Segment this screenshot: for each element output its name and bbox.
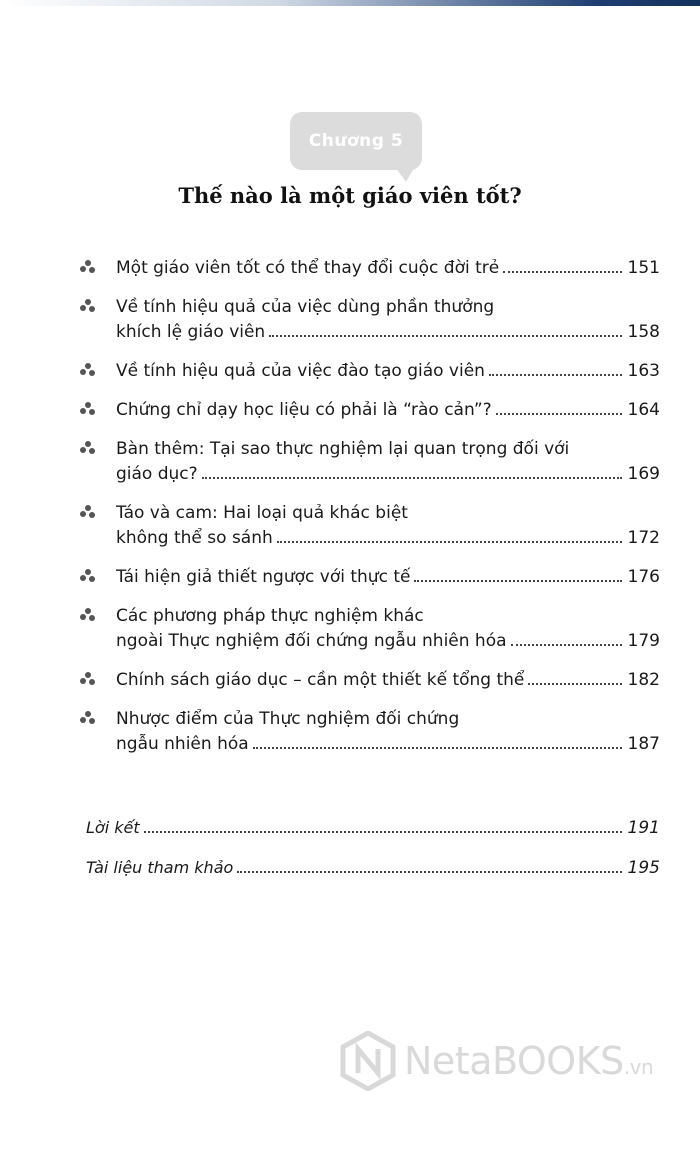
toc-page-number: 172 — [627, 528, 660, 548]
top-color-stripe — [0, 0, 700, 6]
dot-leader — [144, 831, 622, 833]
dot-leader — [496, 413, 622, 415]
toc-entry[interactable] — [78, 565, 660, 590]
watermark-brand: NetaBOOKS — [404, 1039, 624, 1083]
back-matter-page-number: 191 — [627, 818, 660, 838]
back-matter-entry[interactable] — [86, 856, 660, 880]
back-matter-label: Lời kết — [86, 818, 140, 837]
dot-leader — [511, 644, 622, 646]
toc-entry-text: Về tính hiệu quả của việc đào tạo giáo viên — [116, 361, 485, 381]
toc-entry[interactable] — [78, 604, 660, 654]
clover-bullet-icon — [80, 608, 96, 622]
clover-bullet-icon — [80, 711, 96, 725]
back-matter-list — [86, 816, 660, 896]
clover-bullet-icon — [80, 363, 96, 377]
clover-bullet-icon — [80, 260, 96, 274]
toc-entry[interactable] — [78, 398, 660, 423]
toc-entry-text: Các phương pháp thực nghiệm khác — [116, 606, 424, 626]
toc-page-number: 151 — [627, 258, 660, 278]
dot-leader — [489, 374, 622, 376]
netabooks-logo-icon — [340, 1031, 396, 1091]
toc-entry[interactable] — [78, 359, 660, 384]
dot-leader — [528, 683, 621, 685]
watermark-text — [404, 1039, 653, 1083]
toc-entry-text: không thể so sánh — [116, 528, 273, 548]
toc-entry-text: ngoài Thực nghiệm đối chứng ngẫu nhiên hóa — [116, 631, 507, 651]
clover-bullet-icon — [80, 672, 96, 686]
toc-entry[interactable] — [78, 501, 660, 551]
toc-page-number: 163 — [627, 361, 660, 381]
toc-page-number: 158 — [627, 322, 660, 342]
toc-entry-text: Chính sách giáo dục – cần một thiết kế tổng thể — [116, 670, 525, 690]
chapter-badge-label: Chương 5 — [308, 131, 404, 151]
toc-entry-text: Một giáo viên tốt có thể thay đổi cuộc đời trẻ — [116, 258, 500, 278]
watermark — [340, 1025, 680, 1097]
dot-leader — [237, 871, 621, 873]
toc-entry[interactable] — [78, 668, 660, 693]
toc-page-number: 176 — [627, 567, 660, 587]
toc-page-number: 187 — [627, 734, 660, 754]
dot-leader — [202, 477, 622, 479]
dot-leader — [503, 271, 621, 273]
toc-entry-text: Bàn thêm: Tại sao thực nghiệm lại quan trọng đối với — [116, 439, 570, 459]
toc-entry[interactable] — [78, 437, 660, 487]
watermark-suffix: .vn — [623, 1055, 654, 1079]
toc-entry-text: Chứng chỉ dạy học liệu có phải là “rào cản”? — [116, 400, 492, 420]
toc-page-number: 182 — [627, 670, 660, 690]
toc-page-number: 179 — [627, 631, 660, 651]
toc-page-number: 169 — [627, 464, 660, 484]
back-matter-label: Tài liệu tham khảo — [86, 858, 234, 877]
toc-entry[interactable] — [78, 707, 660, 757]
clover-bullet-icon — [80, 299, 96, 313]
clover-bullet-icon — [80, 569, 96, 583]
clover-bullet-icon — [80, 505, 96, 519]
toc-entry-text: giáo dục? — [116, 464, 198, 484]
toc-entry-text: Táo và cam: Hai loại quả khác biệt — [116, 503, 408, 523]
dot-leader — [269, 335, 621, 337]
toc-entry[interactable] — [78, 295, 660, 345]
toc-entry-text: Tái hiện giả thiết ngược với thực tế — [116, 567, 411, 587]
toc-page-number: 164 — [627, 400, 660, 420]
toc-entry-text: khích lệ giáo viên — [116, 322, 266, 342]
back-matter-entry[interactable] — [86, 816, 660, 840]
clover-bullet-icon — [80, 441, 96, 455]
toc-entry-text: Về tính hiệu quả của việc dùng phần thưởng — [116, 297, 495, 317]
clover-bullet-icon — [80, 402, 96, 416]
toc-entry-text: Nhược điểm của Thực nghiệm đối chứng — [116, 709, 460, 729]
chapter-badge — [290, 112, 422, 170]
toc-entry-text: ngẫu nhiên hóa — [116, 734, 249, 754]
toc-entry[interactable] — [78, 256, 660, 281]
back-matter-page-number: 195 — [627, 858, 660, 878]
dot-leader — [253, 747, 622, 749]
chapter-title: Thế nào là một giáo viên tốt? — [178, 183, 522, 208]
table-of-contents — [78, 256, 660, 771]
dot-leader — [414, 580, 621, 582]
dot-leader — [277, 541, 622, 543]
